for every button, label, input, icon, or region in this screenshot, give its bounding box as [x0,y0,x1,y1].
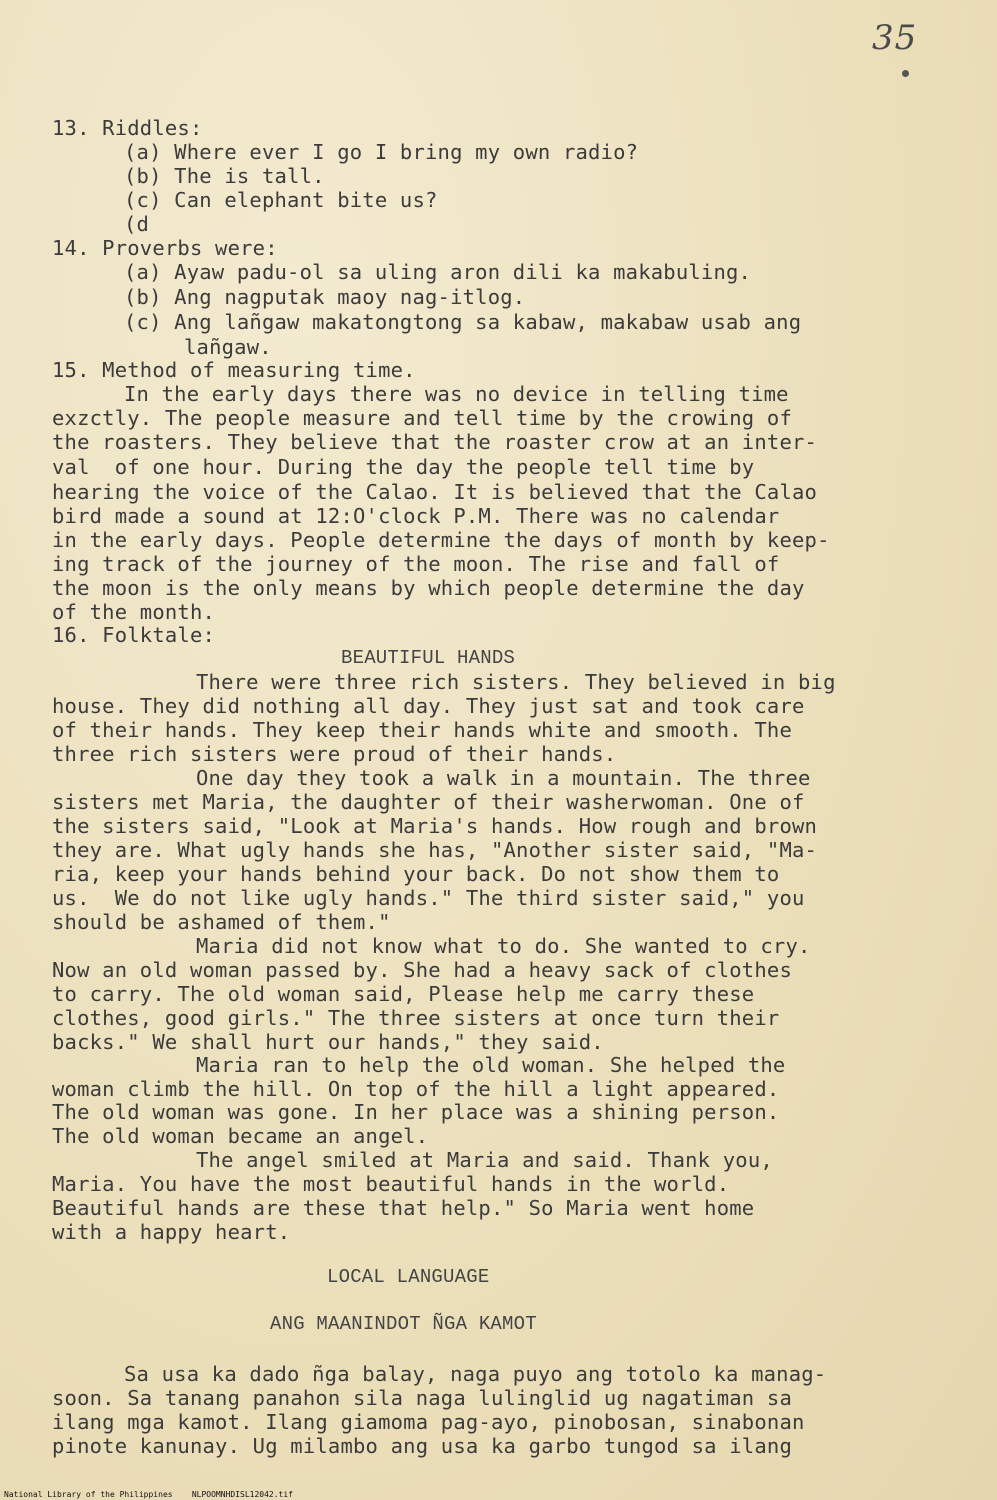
time-line: val of one hour. During the day the people tell time by [52,455,755,479]
story-title: BEAUTIFUL HANDS [341,647,516,669]
story-line: The old woman became an angel. [52,1124,429,1148]
ink-dot [902,70,909,77]
proverb-c-line-2: lañgaw. [184,335,272,359]
proverbs-heading: 14. Proverbs were: [52,236,278,260]
time-line: of the month. [52,600,216,624]
story-line: The old woman was gone. In her place was a shining person. [52,1100,780,1124]
file-id: NLPOOMNHDISL12042.tif [191,1490,293,1499]
riddle-b: (b) The is tall. [124,164,325,188]
page-number: 35 [872,18,918,58]
scan-footer [4,1490,293,1499]
story-line: woman climb the hill. On top of the hill a light appeared. [52,1077,780,1101]
time-line: the moon is the only means by which people determine the day [52,576,805,600]
story-line: house. They did nothing all day. They just sat and took care [52,694,805,718]
story-line: with a happy heart. [52,1220,291,1244]
local-line: ilang mga kamot. Ilang giamoma pag-ayo, pinobosan, sinabonan [52,1410,805,1434]
story-line: The angel smiled at Maria and said. Thank you, [196,1148,773,1172]
time-line: bird made a sound at 12:O'clock P.M. There was no calendar [52,504,780,528]
time-line: in the early days. People determine the days of month by keep- [52,528,830,552]
story-line: ria, keep your hands behind your back. Do not show them to [52,862,780,886]
story-line: Maria. You have the most beautiful hands in the world. [52,1172,730,1196]
story-line: One day they took a walk in a mountain. The three [196,766,811,790]
proverb-b: (b) Ang nagputak maoy nag-itlog. [124,285,526,309]
story-line: Now an old woman passed by. She had a heavy sack of clothes [52,958,792,982]
time-line: In the early days there was no device in telling time [124,382,789,406]
riddle-d: (d [124,212,150,236]
story-line: Maria did not know what to do. She wanted to cry. [196,934,811,958]
local-line: soon. Sa tanang panahon sila naga lulinglid ug nagatiman sa [52,1386,792,1410]
local-language-title: LOCAL LANGUAGE [327,1266,490,1288]
library-name: National Library of the Philippines [4,1490,173,1499]
riddle-c: (c) Can elephant bite us? [124,188,438,212]
story-line: should be ashamed of them." [52,910,391,934]
time-line: the roasters. They believe that the roaster crow at an inter- [52,430,818,454]
story-line: the sisters said, "Look at Maria's hands. How rough and brown [52,814,818,838]
story-line: of their hands. They keep their hands white and smooth. The [52,718,792,742]
story-line: they are. What ugly hands she has, "Another sister said, "Ma- [52,838,818,862]
time-heading: 15. Method of measuring time. [52,358,416,382]
local-line: pinote kanunay. Ug milambo ang usa ka garbo tungod sa ilang [52,1434,792,1458]
time-line: ing track of the journey of the moon. The rise and fall of [52,552,780,576]
story-line: There were three rich sisters. They believed in big [196,670,836,694]
story-line: clothes, good girls." The three sisters at once turn their [52,1006,780,1030]
story-line: Beautiful hands are these that help." So Maria went home [52,1196,755,1220]
local-story-title: ANG MAANINDOT ÑGA KAMOT [270,1313,537,1335]
story-line: three rich sisters were proud of their hands. [52,742,617,766]
proverb-c-line-1: (c) Ang lañgaw makatongtong sa kabaw, makabaw usab ang [124,310,802,334]
time-line: hearing the voice of the Calao. It is believed that the Calao [52,480,818,504]
story-line: to carry. The old woman said, Please help me carry these [52,982,755,1006]
story-line: Maria ran to help the old woman. She helped the [196,1053,786,1077]
folktale-heading: 16. Folktale: [52,623,216,647]
story-line: us. We do not like ugly hands." The third sister said," you [52,886,805,910]
time-line: exzctly. The people measure and tell time by the crowing of [52,406,792,430]
story-line: backs." We shall hurt our hands," they said. [52,1030,604,1054]
riddle-a: (a) Where ever I go I bring my own radio? [124,140,639,164]
riddles-heading: 13. Riddles: [52,116,203,140]
story-line: sisters met Maria, the daughter of their washerwoman. One of [52,790,805,814]
local-line: Sa usa ka dado ñga balay, naga puyo ang totolo ka manag- [124,1362,827,1386]
proverb-a: (a) Ayaw padu-ol sa uling aron dili ka makabuling. [124,260,752,284]
